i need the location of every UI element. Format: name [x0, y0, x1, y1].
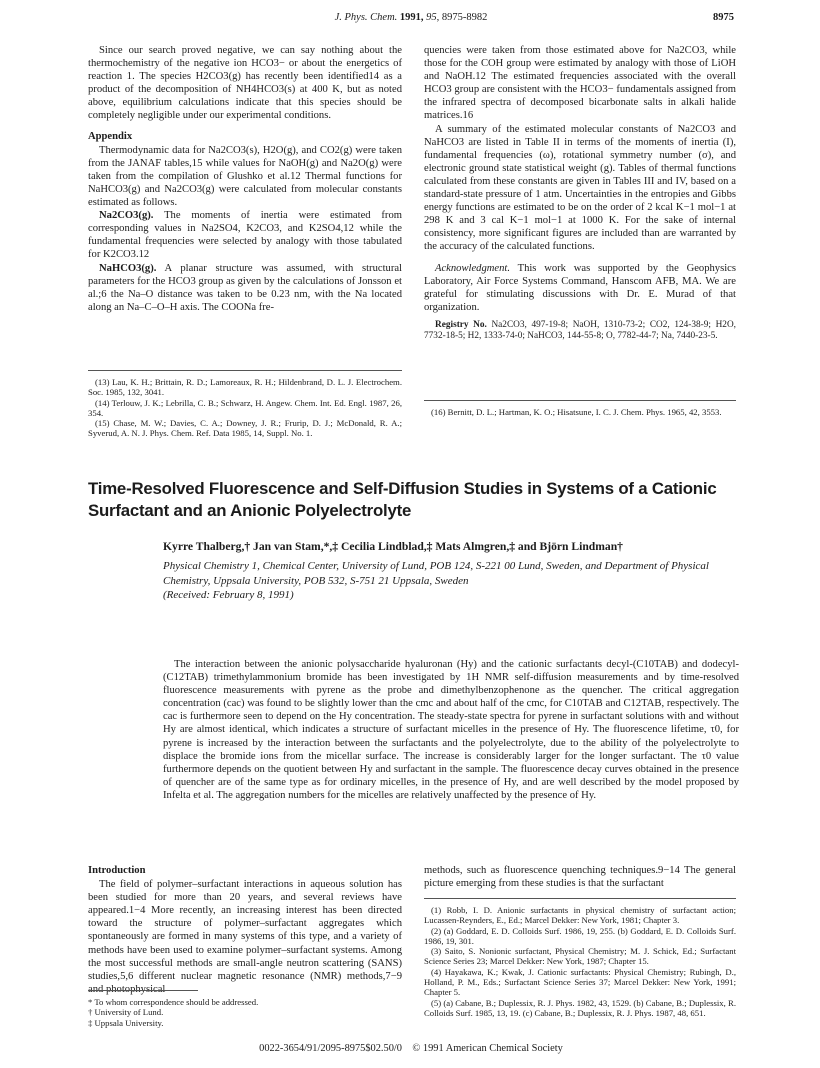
- prev-article-right-column: [424, 44, 736, 342]
- nahco3-paragraph: [88, 262, 402, 314]
- journal-pages: 8975-8982: [441, 12, 488, 23]
- article-footnotes: [424, 898, 736, 1018]
- article-code: 0022-3654/91/2095-8975$02.50/0: [259, 1043, 403, 1054]
- affiliation-text: Physical Chemistry 1, Chemical Center, University of Lund, POB 124, S-221 00 Lund, Sweden, and Department of Physical Chemistry, Uppsala University, POB 532, S-751 21 Uppsala, Sweden: [163, 560, 709, 587]
- registry-text: Na2CO3, 497-19-8; NaOH, 1310-73-2; CO2, 124-38-9; H2O, 7732-18-5; H2, 1333-74-0; NaHCO3, 144-55-8; O, 7782-44-7; Na, 7440-23-5.: [424, 319, 736, 341]
- appendix-heading: Appendix: [88, 130, 133, 142]
- footnote: (15) Chase, M. W.; Davies, C. A.; Downey, J. R.; Frurip, D. J.; McDonald, R. A.; Syverud, A. N. J. Phys. Chem. Ref. Data 1985, 14, Suppl. No. 1.: [88, 418, 402, 439]
- article-title: Time-Resolved Fluorescence and Self-Diffusion Studies in Systems of a Cationic Surfactant and an Anionic Polyelectrolyte: [88, 479, 717, 520]
- footnote: (14) Terlouw, J. K.; Lebrilla, C. B.; Schwarz, H. Angew. Chem. Int. Ed. Engl. 1987, 26, 354.: [88, 397, 402, 418]
- registry-label: Registry No.: [435, 319, 487, 330]
- prev-paragraph: A summary of the estimated molecular constants of Na2CO3 and NaHCO3 are listed in Table II in terms of the moments of inertia (I), fundamental frequencies (ω), rotational symmetry number (σ), and electronic ground state statistical weight (g). Tables of thermal functions calculated from these constants are given in Tables III and IV, based on a standard-state pressure of 1 atm. Uncertainties in the entropies and Gibbs energy functions are estimated to be on the order of 2 kcal K−1 mol−1 at 298 K and 3 cal K−1 mol−1 at 1000 K. For the sake of internal consistency, more significant figures are included than are warranted by the accuracy of the calculated functions.: [424, 123, 736, 253]
- intro-paragraph: The field of polymer–surfactant interactions in aqueous solution has been studied for more than 20 years, and several reviews have appeared.1−4 More recently, an increasing interest has been directed toward the structure of polymer–surfactant aggregates which spontaneously are formed in many systems of this type, and a variety of methods have been used to examine polymer–surfactant systems. Among the most successful methods are small-angle neutron scattering (SANS) studies,5,6 different nuclear magnetic resonance (NMR) methods,7−9 and photophysical: [88, 879, 402, 995]
- nahco3-text: A planar structure was assumed, with structural parameters for the HCO3 group as given by the calculations of Jonsson et al.;6 the Na–O distance was taken to be 0.23 nm, with the Na located along an Na–C–O–H axis. The COONa fre-: [88, 262, 402, 313]
- correspondence-notes: [88, 990, 402, 1028]
- intro-heading: Introduction: [88, 865, 146, 876]
- prev-footnotes-right: [424, 400, 736, 417]
- journal-volume: 95,: [426, 12, 440, 23]
- acknowledgment: [424, 262, 736, 314]
- na2co3-label: Na2CO3(g).: [99, 210, 154, 222]
- received-date: (Received: February 8, 1991): [163, 589, 294, 601]
- copyright-text: © 1991 American Chemical Society: [412, 1043, 563, 1054]
- footnote: (13) Lau, K. H.; Brittain, R. D.; Lamoreaux, R. H.; Hildenbrand, D. L. J. Electrochem. Soc. 1985, 132, 3041.: [88, 377, 402, 398]
- nahco3-label: NaHCO3(g).: [99, 262, 157, 274]
- journal-citation: [88, 12, 734, 23]
- appendix-paragraph: Thermodynamic data for Na2CO3(s), H2O(g), and CO2(g) were taken from the JANAF tables,15 while values for NaOH(g) and Na2O(g) were taken from the compilation of Glushko et al.12 Thermal functions for NaHCO3(g) and Na2CO3(g) were calculated from molecular constants estimated as follows.: [88, 144, 402, 209]
- prev-paragraph: quencies were taken from those estimated above for Na2CO3, while those for the COH group were estimated by analogy with those of LiOH and NaOH.12 The estimated frequencies associated with the overall HCO3 group are consistent with the HCO3− fundamentals assigned from the infrared spectra of decomposed bicarbonate salts in alkali halide matrices.16: [424, 45, 736, 122]
- author-list: Kyrre Thalberg,† Jan van Stam,*,‡ Cecilia Lindblad,‡ Mats Almgren,‡ and Björn Lindman†: [163, 540, 623, 553]
- intro-paragraph: methods, such as fluorescence quenching techniques.9−14 The general picture emerging from these studies is that the surfactant: [424, 865, 736, 890]
- corr-note: ‡ Uppsala University.: [88, 1017, 164, 1028]
- registry-numbers: [424, 320, 736, 342]
- abstract: The interaction between the anionic polysaccharide hyaluronan (Hy) and the cationic surfactants decyl-(C10TAB) and dodecyl-(C12TAB) trimethylammonium bromide has been investigated by 1H NMR self-diffusion measurements and by time-resolved fluorescence measurements with pyrene as the probe and dimethylbenzophenone as the quencher. The critical aggregation concentration (cac) was found to be slightly lower than the cmc and about half of the cmc, for C10TAB and C12TAB, respectively. The cac is furthermore seen to depend on the Hy concentration. The steady-state spectra for pyrene in surfactant solutions with and without Hy are almost identical, which indicates a structure of surfactant micelles in the presence of Hy. The fluorescence lifetime, τ0, for pyrene is increased by the interaction between the surfactants and the polyelectrolyte, due to the ability of the polyelectrolyte to displace the bromide ions from the micellar surface. The increase is considerably larger for the longer surfactant. The τ0 value furthermore depends on the quotient between Hy and surfactant in the sample. The fluorescence decay curves obtained in the presence of quencher are of the same type as for ordinary micelles, in the presence of Hy, and are well described by the model proposed by Infelta et al. The aggregation numbers for the micelles are relatively unaffected by the presence of Hy.: [163, 659, 739, 801]
- footnote: (5) (a) Cabane, B.; Duplessix, R. J. Phys. 1982, 43, 1529. (b) Cabane, B.; Duplessix, R. Colloids Surf. 1985, 13, 19. (c) Cabane, B.; Duplessix, R. J. Phys. 1987, 48, 651.: [424, 997, 736, 1018]
- ack-label: Acknowledgment.: [435, 262, 511, 274]
- journal-year: 1991,: [399, 12, 424, 23]
- footnote-rule: [424, 898, 736, 899]
- intro-left-column: [88, 864, 402, 996]
- page-number: 8975: [713, 12, 734, 23]
- footnote-rule: [88, 990, 198, 991]
- footnote: (1) Robb, I. D. Anionic surfactants in physical chemistry of surfactant action; Lucassen-Reynders, E., Ed.; Marcel Dekker: New York, 1981; Chapter 3.: [424, 905, 736, 926]
- copyright-line: [88, 1043, 734, 1054]
- corr-note: † University of Lund.: [88, 1007, 164, 1018]
- na2co3-paragraph: [88, 209, 402, 261]
- na2co3-text: The moments of inertia were estimated from corresponding values in Na2SO4, K2CO3, and K2SO4,12 while the fundamental frequencies were selected by analogy with those tabulated for K2CO3.12: [88, 210, 402, 261]
- journal-name: J. Phys. Chem.: [334, 12, 398, 23]
- affiliations: [163, 559, 743, 603]
- footnote: (2) (a) Goddard, E. D. Colloids Surf. 1986, 19, 255. (b) Goddard, E. D. Colloids Surf. 1986, 19, 301.: [424, 925, 736, 946]
- prev-article-left-column: [88, 44, 402, 314]
- prev-footnotes-left: [88, 370, 402, 439]
- ack-text: This work was supported by the Geophysics Laboratory, Air Force Systems Command, Hanscom AFB, MA. We are grateful for stimulating discussions with Dr. E. Murad of that organization.: [424, 262, 736, 313]
- corr-note: * To whom correspondence should be addressed.: [88, 997, 259, 1007]
- footnote: (3) Saito, S. Nonionic surfactant, Physical Chemistry; M. J. Schick, Ed.; Surfactant Science Series 23; Marcel Dekker: New York, 1987; Chapter 15.: [424, 946, 736, 967]
- footnote-rule: [424, 400, 736, 401]
- footnote: (16) Bernitt, D. L.; Hartman, K. O.; Hisatsune, I. C. J. Chem. Phys. 1965, 42, 3553.: [431, 407, 722, 417]
- footnote: (4) Hayakawa, K.; Kwak, J. Cationic surfactants: Physical Chemistry; Rubingh, D., Holland, P. M., Eds.; Surfactant Science Series 37; Marcel Dekker: New York, 1991; Chapter 5.: [424, 966, 736, 998]
- intro-right-column: [424, 864, 736, 890]
- footnote-rule: [88, 370, 402, 371]
- running-header: [88, 12, 734, 28]
- prev-paragraph: Since our search proved negative, we can say nothing about the thermochemistry of the negative ion HCO3− or about the energetics of reaction 1. The species H2CO3(g) has recently been identified14 as a product of the decomposition of NH4HCO3(s) at 400 K, but as noted above, equilibrium calculations indicate that this species should be completely negligible under our experimental conditions.: [88, 45, 402, 122]
